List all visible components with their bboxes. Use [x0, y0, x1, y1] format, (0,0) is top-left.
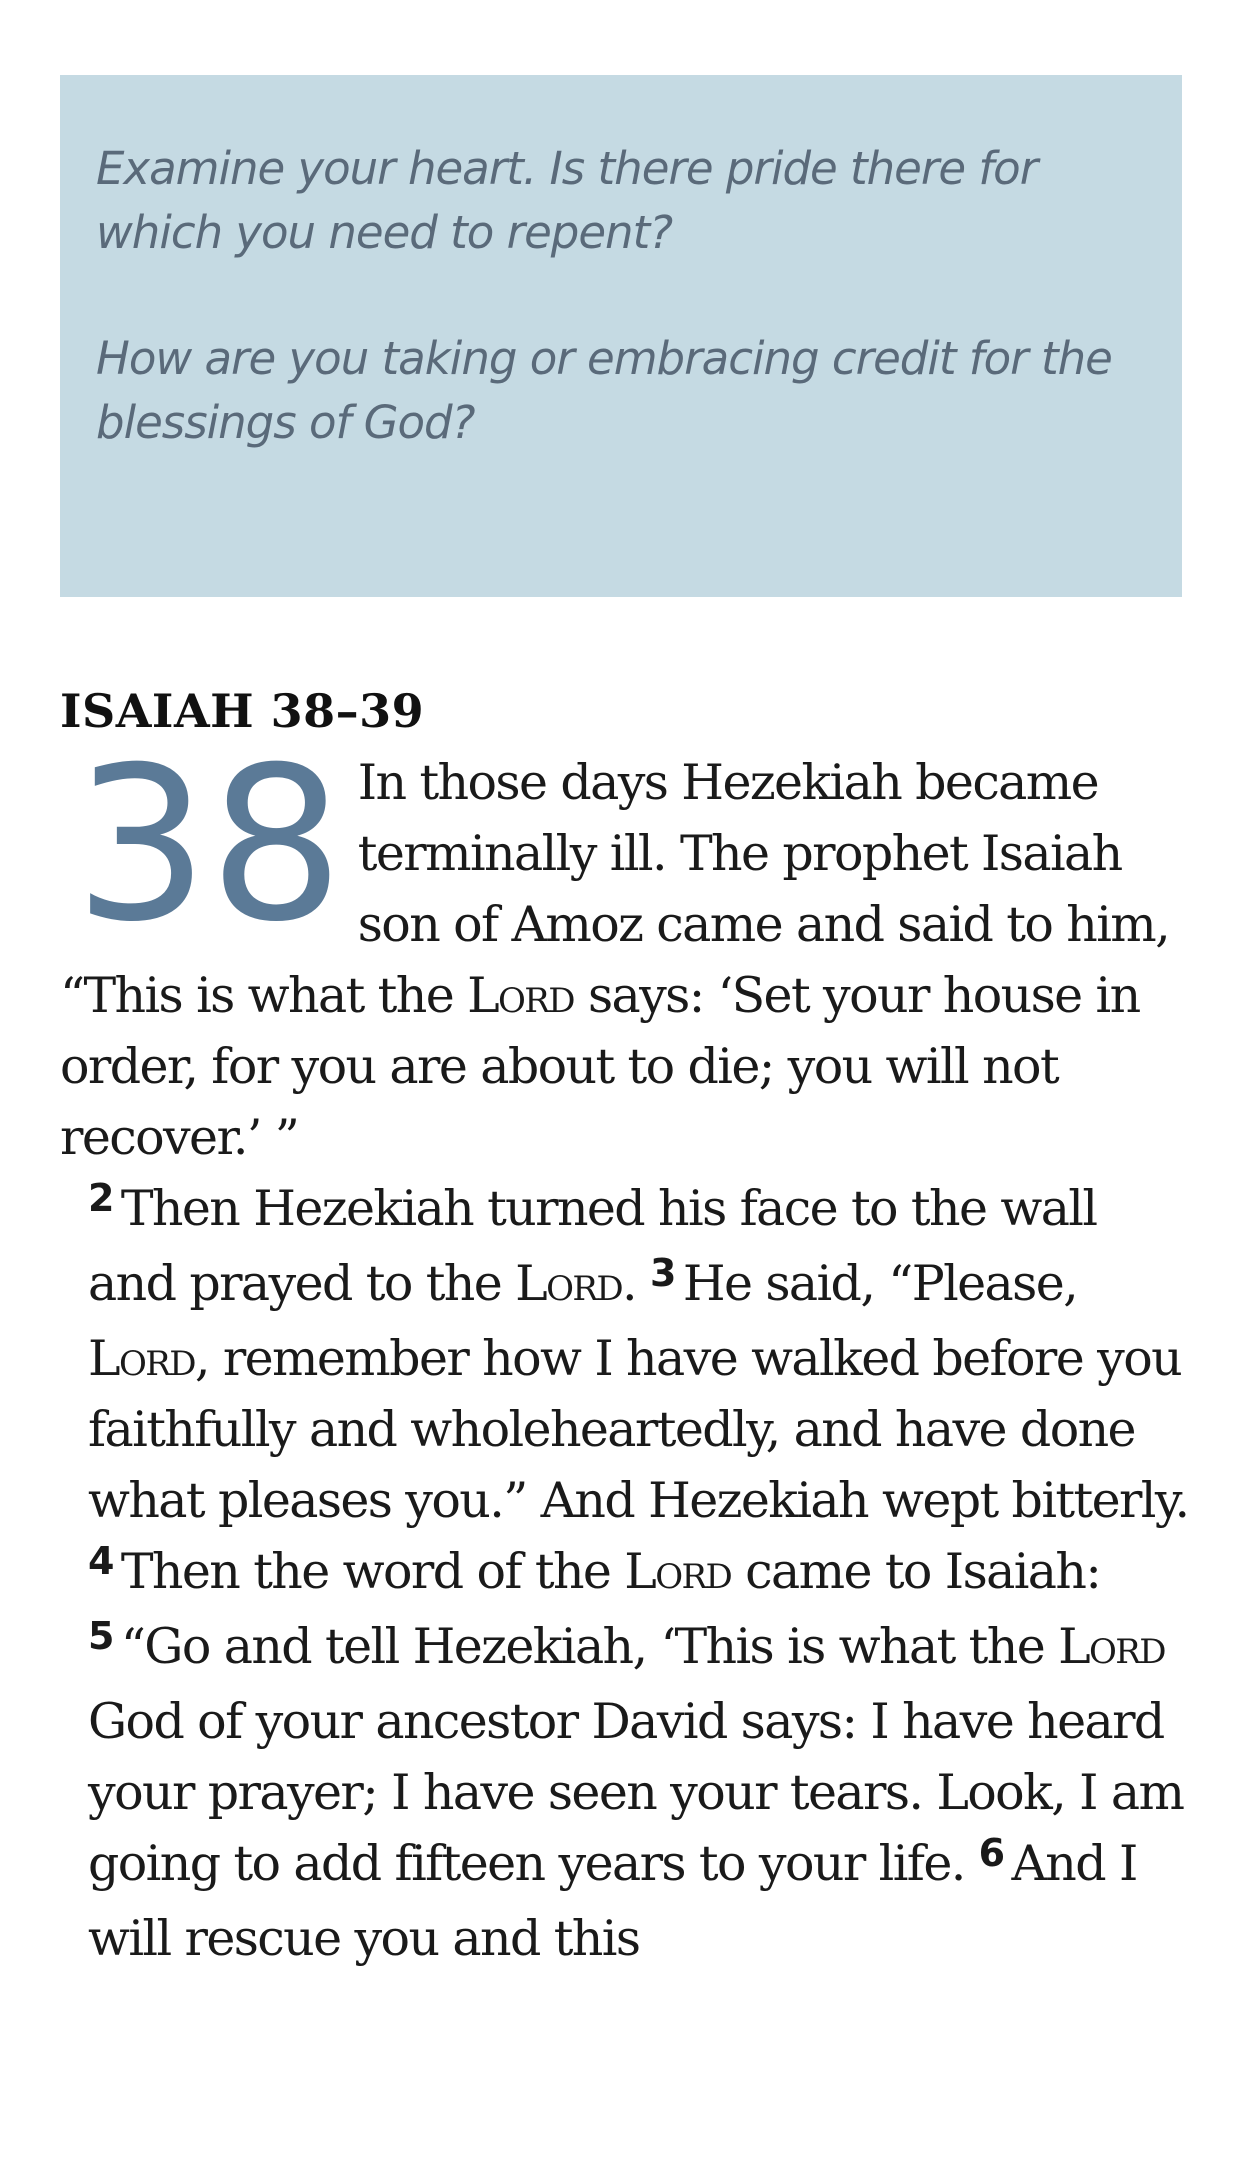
verse-text: Then the word of the: [120, 1543, 625, 1600]
scripture-reading: [60, 675, 1190, 1974]
reflection-question: Examine your heart. Is there pride there for which you need to repent?: [96, 142, 1038, 259]
lord-smallcaps: Lord: [88, 1330, 195, 1387]
verse-text: He said, “Please,: [682, 1255, 1078, 1312]
verse-paragraph: [60, 1173, 1190, 1536]
verse-paragraph: [60, 1536, 1190, 1974]
verse-text: Then Hezekiah turned his face to the wall and prayed to the: [88, 1180, 1097, 1312]
reading-title: ISAIAH 38–39: [60, 684, 425, 738]
reflection-question: How are you taking or embracing credit for the blessings of God?: [96, 332, 1112, 449]
verse-text: says: ‘Set your house in order, for you are about to die; you will not recover.’ ”: [60, 967, 1140, 1166]
verse-number: 4: [88, 1539, 113, 1583]
lord-smallcaps: Lord: [467, 967, 574, 1024]
verse-text: , remember how I have walked before you faithfully and wholeheartedly, and have done what pleases you.” And Hezekiah wept bitterly.: [88, 1330, 1189, 1529]
reflection-box: [60, 75, 1182, 597]
verse-text: .: [622, 1255, 650, 1312]
verse-text: “Go and tell Hezekiah, ‘This is what the: [120, 1618, 1059, 1675]
verse-number: 5: [88, 1614, 113, 1658]
lord-smallcaps: Lord: [624, 1543, 732, 1600]
verse-text: In those days Hezekiah became terminally ill. The prophet Isaiah son of Amoz came and said to him, “This is what the: [60, 754, 1170, 1024]
verse-paragraph: [60, 721, 1190, 1173]
verse-text: God of your ancestor David says: I have heard your prayer; I have seen your tears. Look, I am going to add fifteen years to your life.: [88, 1693, 1184, 1892]
verse-number: 3: [649, 1251, 675, 1295]
verse-text: came to Isaiah:: [731, 1543, 1101, 1600]
chapter-number: 38: [74, 721, 344, 968]
verse-text: And I will rescue you and this: [88, 1835, 1137, 1967]
verse-number: 2: [88, 1176, 113, 1220]
verse-number: 6: [978, 1831, 1004, 1875]
lord-smallcaps: Lord: [1058, 1618, 1165, 1675]
lord-smallcaps: Lord: [515, 1255, 623, 1312]
